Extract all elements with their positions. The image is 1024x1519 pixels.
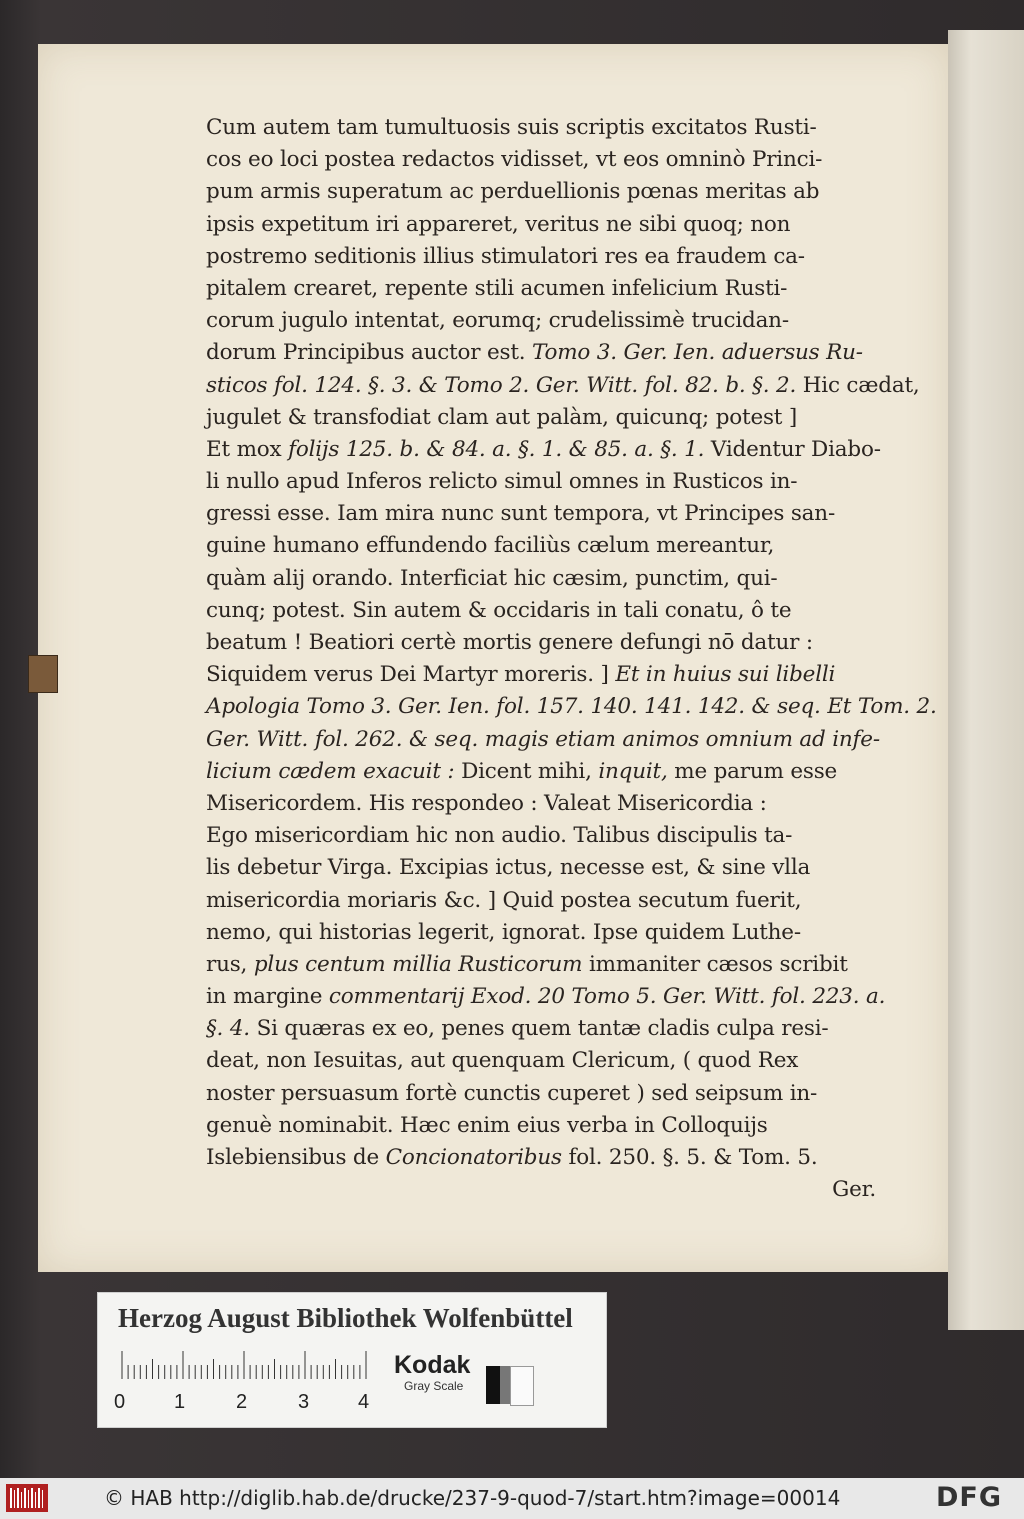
- text-line: [206, 1174, 876, 1206]
- text-span: Islebiensibus de: [206, 1145, 386, 1170]
- text-span: cos eo loci postea redactos vidisset, vt eos omninò Princi-: [206, 147, 823, 173]
- text-line: [206, 563, 876, 595]
- italic-citation: licium cædem exacuit :: [206, 758, 455, 784]
- text-span: Ger.: [832, 1177, 876, 1203]
- text-line: [206, 981, 886, 1013]
- text-span: genuè nominabit. Hæc enim eius verba in Colloquijs: [206, 1112, 768, 1138]
- copyright-url[interactable]: © HAB http://diglib.hab.de/drucke/237-9-quod-7/start.htm?image=00014: [104, 1486, 841, 1510]
- text-line: [206, 1142, 876, 1174]
- text-line: [206, 144, 876, 176]
- italic-citation: folijs 125. b. & 84. a. §. 1. & 85. a. §. 1.: [288, 436, 705, 462]
- italic-citation: Concionatoribus: [385, 1145, 562, 1170]
- ruler-number: 2: [236, 1391, 248, 1413]
- text-span: pum armis superatum ac perduellionis pœnas meritas ab: [206, 179, 820, 205]
- dfg-logo: DFG: [936, 1482, 1003, 1513]
- facing-page-edge: [948, 30, 1024, 1330]
- text-span: Et mox: [206, 436, 289, 462]
- text-span: pitalem crearet, repente stili acumen infelicium Rusti-: [206, 275, 788, 301]
- text-span: in margine: [206, 984, 329, 1010]
- kodak-logo: Kodak: [394, 1351, 471, 1379]
- archive-label-card: [97, 1292, 607, 1428]
- text-span: guine humano effundendo faciliùs cælum mereantur,: [206, 533, 775, 559]
- gray-scale-caption: Gray Scale: [404, 1379, 464, 1393]
- text-span: beatum ! Beatiori certè mortis genere defungi nō datur :: [206, 630, 813, 655]
- text-span: Siquidem verus Dei Martyr moreris. ]: [206, 662, 616, 688]
- text-line: [206, 917, 876, 949]
- text-line: [206, 820, 876, 852]
- text-line: [206, 273, 876, 305]
- text-line: [206, 691, 937, 723]
- gray-swatch-black: [486, 1366, 500, 1404]
- text-line: [206, 724, 880, 756]
- italic-citation: plus centum millia Rusticorum: [253, 951, 583, 977]
- text-line: [206, 1013, 876, 1045]
- ruler-number: 4: [358, 1391, 370, 1413]
- italic-citation: commentarij Exod. 20 Tomo 5. Ger. Witt. fol. 223. a.: [328, 984, 886, 1010]
- italic-citation: §. 4.: [206, 1016, 250, 1042]
- page-clip: [28, 655, 58, 693]
- text-span: Hic cædat,: [796, 372, 920, 398]
- library-name: Herzog August Bibliothek Wolfenbüttel: [118, 1303, 573, 1333]
- page-text: [206, 112, 937, 1206]
- italic-citation: inquit,: [598, 758, 668, 784]
- gray-swatch-mid: [500, 1366, 510, 1404]
- text-span: Dicent mihi,: [454, 758, 599, 784]
- text-line: [206, 852, 876, 884]
- text-line: [206, 112, 876, 144]
- text-span: li nullo apud Inferos relicto simul omnes in Rusticos in-: [206, 469, 798, 495]
- text-span: Cum autem tam tumultuosis suis scriptis excitatos Rusti-: [206, 115, 817, 140]
- text-line: [206, 530, 876, 562]
- text-line: [206, 498, 876, 530]
- text-line: [206, 402, 876, 434]
- text-line: [206, 466, 876, 498]
- text-span: Ego misericordiam hic non audio. Talibus discipulis ta-: [206, 823, 793, 849]
- ruler-scale: [120, 1349, 370, 1379]
- text-span: me parum esse: [667, 758, 838, 784]
- text-line: [206, 788, 876, 820]
- text-line: [206, 659, 876, 691]
- text-span: gressi esse. Iam mira nunc sunt tempora, vt Principes san-: [206, 501, 836, 527]
- ruler-number: 0: [114, 1391, 126, 1413]
- text-line: [206, 176, 876, 208]
- text-line: [206, 337, 876, 369]
- ruler-number: 3: [298, 1391, 310, 1413]
- text-span: lis debetur Virga. Excipias ictus, necesse est, & sine vlla: [206, 855, 811, 881]
- text-span: Si quæras ex eo, penes quem tantæ cladis culpa resi-: [249, 1016, 829, 1042]
- italic-citation: Et in huius sui libelli: [615, 662, 836, 688]
- text-line: [206, 1110, 876, 1142]
- ruler-number: 1: [174, 1391, 186, 1413]
- text-span: deat, non Iesuitas, aut quenquam Clericum, ( quod Rex: [206, 1048, 799, 1074]
- barcode-icon: [6, 1484, 48, 1512]
- italic-citation: Ger. Witt. fol. 262. & seq. magis etiam animos omnium ad infe-: [206, 726, 880, 752]
- text-span: noster persuasum fortè cunctis cuperet ) sed seipsum in-: [206, 1080, 818, 1106]
- text-span: dorum Principibus auctor est.: [206, 340, 533, 366]
- text-span: fol. 250. §. 5. & Tom. 5.: [561, 1145, 818, 1170]
- text-line: [206, 756, 876, 788]
- text-span: jugulet & transfodiat clam aut palàm, quicunq; potest ]: [206, 404, 798, 430]
- gray-swatch-white: [510, 1366, 534, 1406]
- text-line: [206, 370, 920, 402]
- text-span: immaniter cæsos scribit: [582, 951, 848, 977]
- text-line: [206, 241, 876, 273]
- text-span: ipsis expetitum iri appareret, veritus ne sibi quoq; non: [206, 211, 791, 237]
- text-line: [206, 627, 876, 659]
- text-line: [206, 209, 876, 241]
- text-line: [206, 1078, 876, 1110]
- text-line: [206, 1045, 876, 1077]
- text-line: [206, 434, 881, 466]
- text-span: quàm alij orando. Interficiat hic cæsim, punctim, qui-: [206, 565, 778, 591]
- text-span: Misericordem. His respondeo : Valeat Misericordia :: [206, 790, 767, 816]
- text-span: Videntur Diabo-: [704, 436, 881, 462]
- text-line: [206, 885, 876, 917]
- text-line: [206, 305, 876, 337]
- text-line: [206, 595, 876, 627]
- text-span: misericordia moriaris &c. ] Quid postea secutum fuerit,: [206, 887, 802, 913]
- text-span: rus,: [206, 951, 254, 977]
- text-span: nemo, qui historias legerit, ignorat. Ipse quidem Luthe-: [206, 919, 801, 945]
- italic-citation: Tomo 3. Ger. Ien. aduersus Ru-: [532, 340, 863, 366]
- italic-citation: Apologia Tomo 3. Ger. Ien. fol. 157. 140. 141. 142. & seq. Et Tom. 2.: [206, 694, 937, 720]
- footer-bar: [0, 1478, 1024, 1519]
- text-span: cunq; potest. Sin autem & occidaris in tali conatu, ô te: [206, 597, 792, 623]
- italic-citation: sticos fol. 124. §. 3. & Tomo 2. Ger. Witt. fol. 82. b. §. 2.: [206, 372, 797, 398]
- text-span: postremo seditionis illius stimulatori res ea fraudem ca-: [206, 243, 805, 269]
- text-line: [206, 949, 876, 981]
- text-span: corum jugulo intentat, eorumq; crudelissimè trucidan-: [206, 308, 789, 334]
